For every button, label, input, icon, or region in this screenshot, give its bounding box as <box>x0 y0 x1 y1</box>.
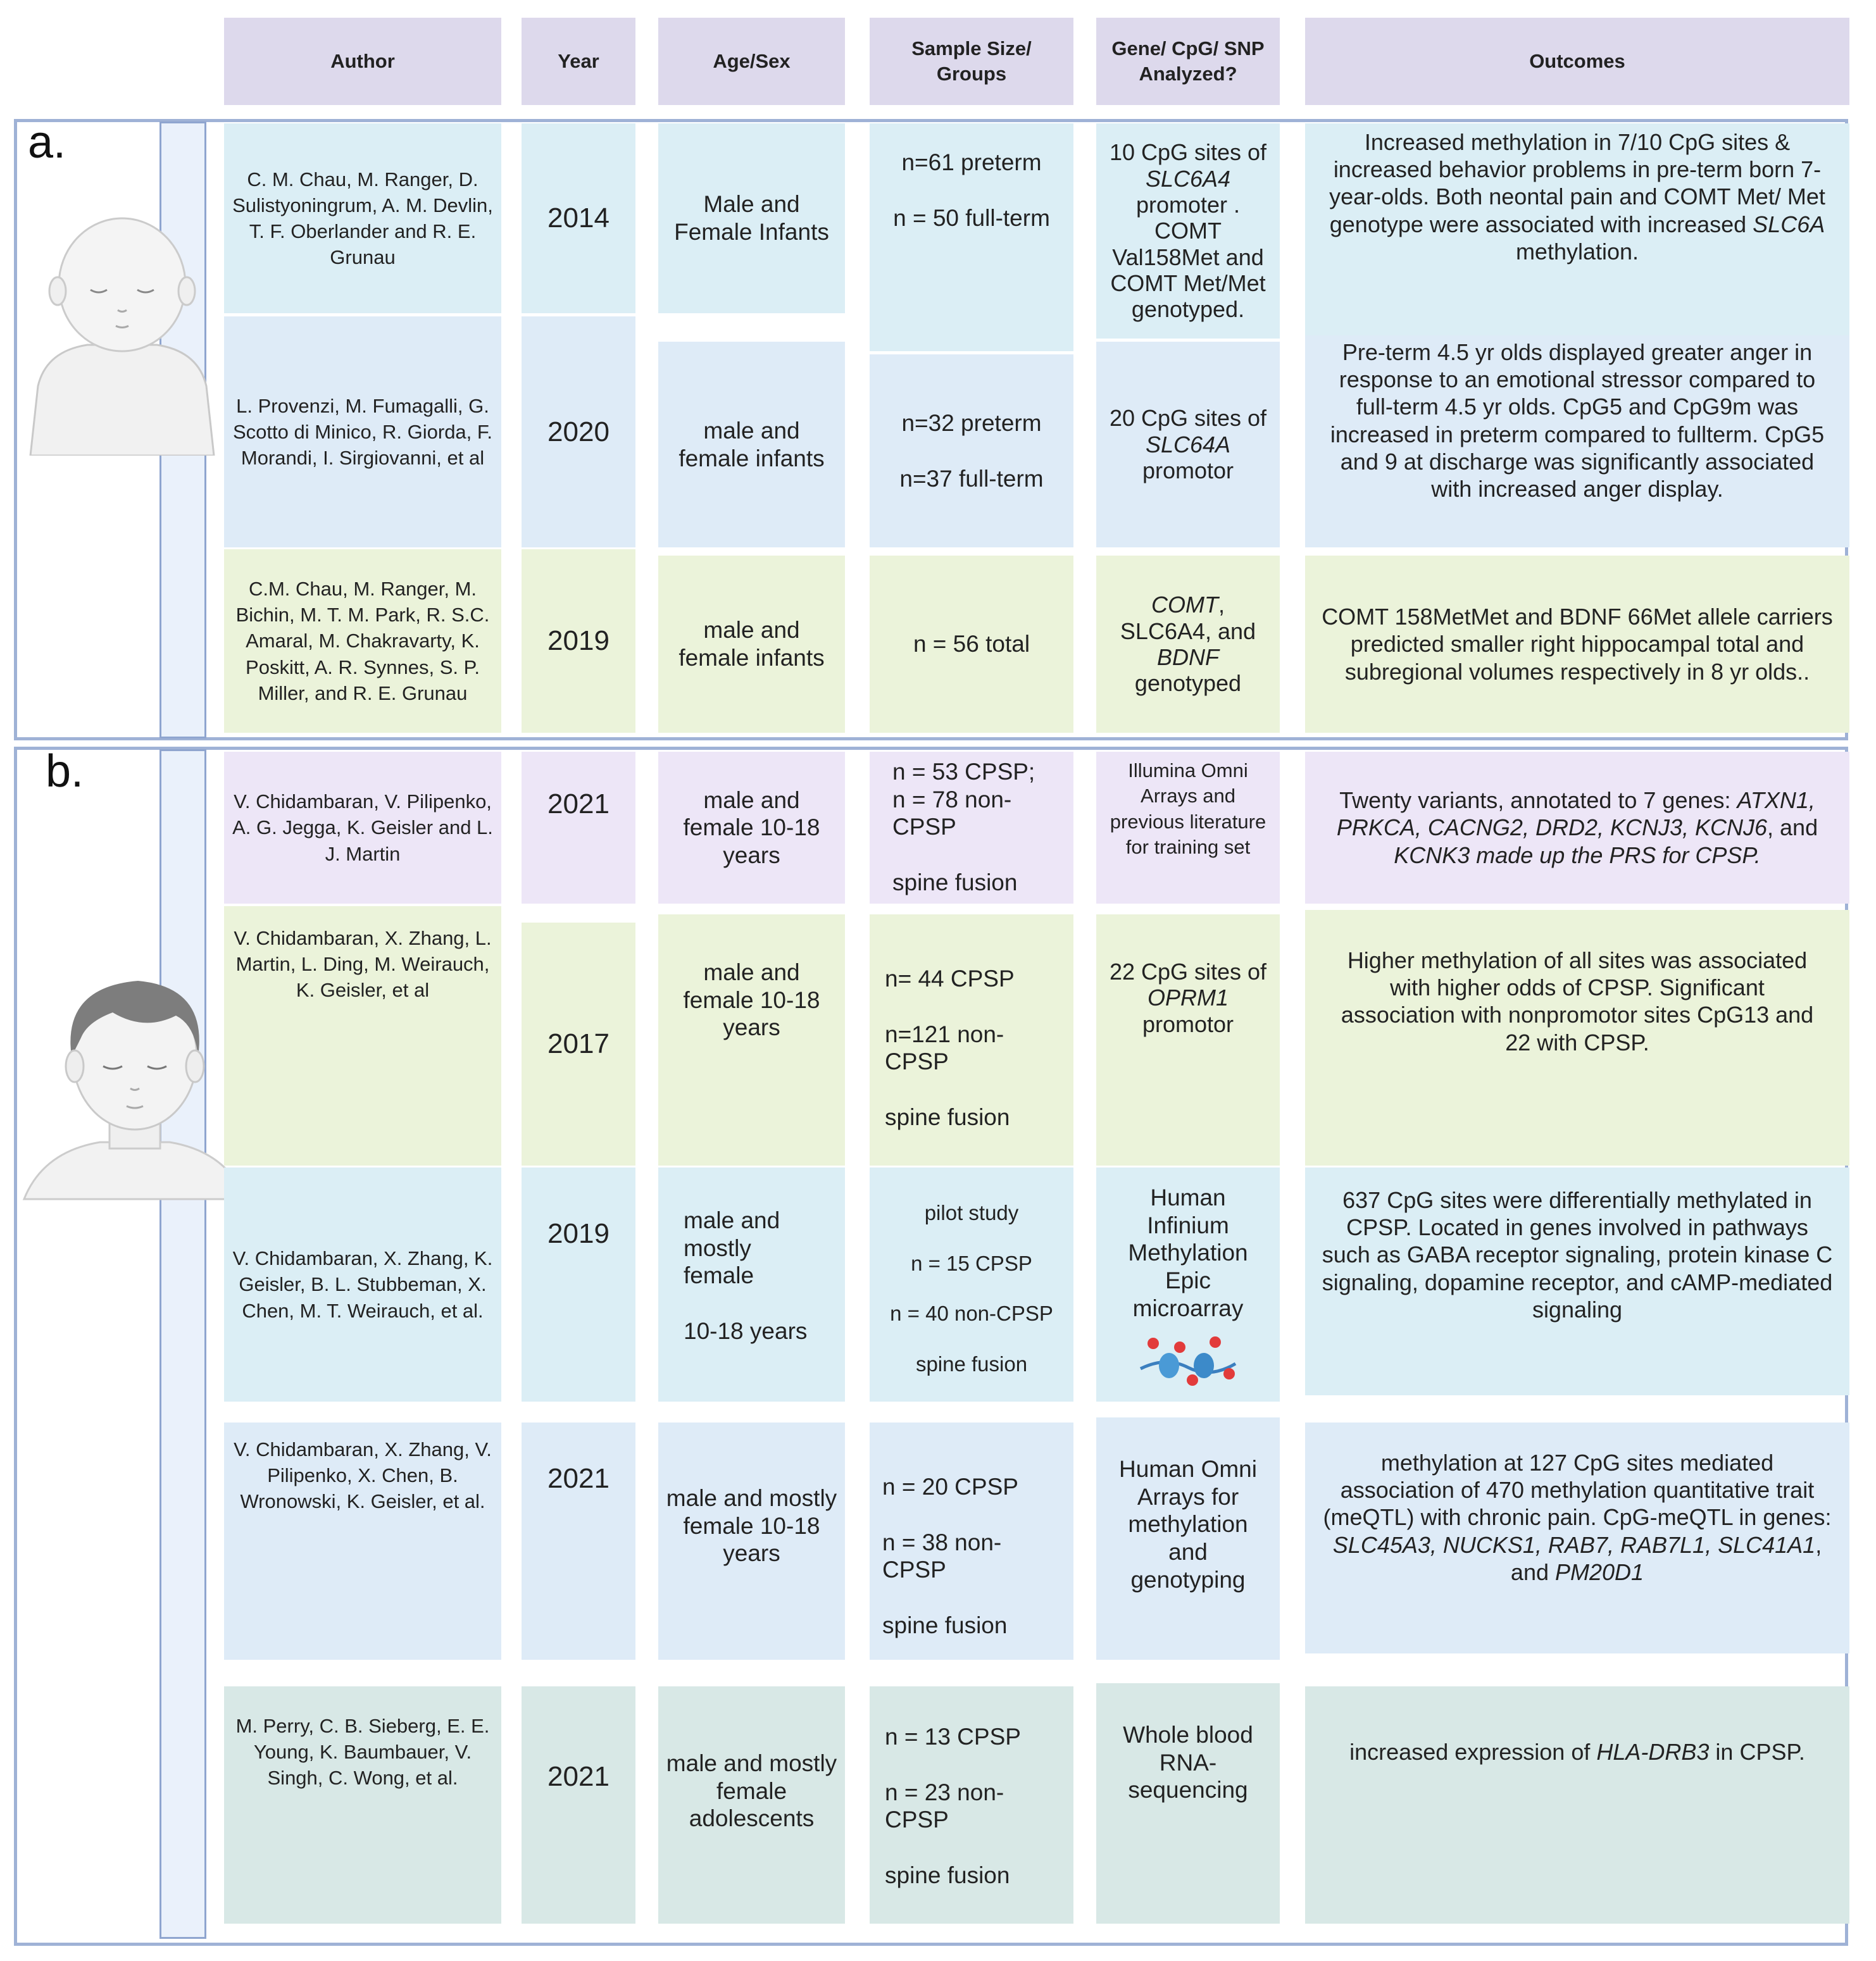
row-8-sample-size <box>870 1686 1073 1924</box>
row-1-sample-line-2: n = 50 full-term <box>893 204 1050 231</box>
row-6-age-sex <box>658 1167 845 1402</box>
row-5-author-text: V. Chidambaran, X. Zhang, L. Martin, L. Ding, M. Weirauch, K. Geisler, et al <box>234 927 492 1002</box>
row-5-gene-text: 22 CpG sites of OPRM1 promotor <box>1109 959 1267 1037</box>
row-7-gene <box>1096 1417 1280 1660</box>
row-8-outcome-text: increased expression of HLA-DRB3 in CPSP. <box>1349 1739 1805 1765</box>
header-year: Year <box>522 18 635 105</box>
row-7-author-text: V. Chidambaran, X. Zhang, V. Pilipenko, X. Chen, B. Wronowski, K. Geisler, et al. <box>234 1438 492 1513</box>
row-4-year <box>522 752 635 904</box>
row-1-sample-size <box>870 123 1073 351</box>
row-2-outcome-text: Pre-term 4.5 yr olds displayed greater anger in response to an emotional stressor compared to full-term 4.5 yr olds. CpG5 and CpG9m was increased in preterm compared to fullterm. CpG5 and 9 at discharge was significantly associated with increased anger display. <box>1330 339 1825 502</box>
header-outcomes: Outcomes <box>1305 18 1849 105</box>
row-1-author-text: C. M. Chau, M. Ranger, D. Sulistyoningrum, A. M. Devlin, T. F. Oberlander and R. E. Grunau <box>232 168 493 269</box>
row-6-gene-text: Human Infinium Methylation Epic microarray <box>1128 1185 1248 1321</box>
row-8-outcome <box>1305 1686 1849 1924</box>
row-2-year <box>522 316 635 547</box>
row-2-gene <box>1096 342 1280 547</box>
row-2-sample-size <box>870 354 1073 547</box>
row-7-sample-line-1: n = 20 CPSP <box>882 1474 1018 1500</box>
row-5-sample-line-3: spine fusion <box>885 1104 1010 1130</box>
row-4-gene-text: Illumina Omni Arrays and previous literature for training set <box>1110 759 1266 858</box>
row-7-outcome-text: methylation at 127 CpG sites mediated association of 470 methylation quantitative trait (meQTL) with chronic pain. CpG-meQTL in genes: SLC45A3, NUCKS1, RAB7, RAB7L1, SLC41A1, and PM20D1 <box>1323 1450 1832 1585</box>
row-2-outcome <box>1305 335 1849 547</box>
row-5-author <box>224 906 501 1166</box>
row-5-outcome <box>1305 910 1849 1166</box>
row-1-year-text: 2014 <box>547 202 610 233</box>
section-b-label: b. <box>46 746 84 797</box>
row-3-age-sex <box>658 556 845 733</box>
row-1-sample-line-1: n=61 preterm <box>901 149 1042 175</box>
row-1-gene <box>1096 123 1280 339</box>
row-6-age-sex-line-1: male and mostly female <box>684 1207 780 1289</box>
header-sample-size-text: Sample Size/ Groups <box>911 37 1032 85</box>
row-3-year-text: 2019 <box>547 625 610 656</box>
row-5-age-sex <box>658 914 845 1166</box>
row-4-year-text: 2021 <box>547 788 610 819</box>
row-7-author <box>224 1423 501 1660</box>
row-8-author-text: M. Perry, C. B. Sieberg, E. E. Young, K. Baumbauer, V. Singh, C. Wong, et al. <box>235 1715 490 1790</box>
row-4-age-sex <box>658 752 845 904</box>
row-6-outcome <box>1305 1167 1849 1395</box>
row-2-gene-text: 20 CpG sites of SLC64A promotor <box>1109 405 1267 484</box>
row-8-gene-text: Whole blood RNA-sequencing <box>1123 1722 1253 1803</box>
row-5-gene <box>1096 914 1280 1166</box>
row-4-author-text: V. Chidambaran, V. Pilipenko, A. G. Jegga, K. Geisler and L. J. Martin <box>232 790 493 865</box>
row-7-year <box>522 1423 635 1660</box>
row-6-outcome-text: 637 CpG sites were differentially methylated in CPSP. Located in genes involved in pathways such as GABA receptor signaling, protein kinase C signaling, dopamine receptor, and cAMP-mediated signaling <box>1322 1187 1833 1323</box>
row-8-sample-line-3: spine fusion <box>885 1862 1010 1888</box>
row-6-sample-line-4: spine fusion <box>915 1352 1028 1376</box>
child-illustration <box>18 962 252 1202</box>
row-3-gene <box>1096 556 1280 733</box>
row-2-sample-line-1: n=32 preterm <box>901 409 1042 436</box>
row-8-year <box>522 1686 635 1924</box>
row-8-year-text: 2021 <box>547 1761 610 1792</box>
row-2-sample-line-2: n=37 full-term <box>899 465 1044 492</box>
row-1-age-sex-text: Male and Female Infants <box>674 191 829 245</box>
row-1-age-sex <box>658 123 845 313</box>
row-2-year-text: 2020 <box>547 416 610 447</box>
row-4-author <box>224 752 501 904</box>
section-b-strip <box>159 749 206 1939</box>
row-8-age-sex <box>658 1686 845 1924</box>
row-6-sample-line-2: n = 15 CPSP <box>911 1251 1032 1275</box>
row-6-sample-line-1: pilot study <box>924 1201 1019 1224</box>
methylated-dna-icon <box>1134 1331 1242 1388</box>
row-5-sample-line-2: n=121 non-CPSP <box>885 1021 1004 1075</box>
row-6-sample-size <box>870 1167 1073 1402</box>
row-4-age-sex-text: male and female 10-18 years <box>683 787 820 868</box>
row-3-author <box>224 549 501 733</box>
row-3-author-text: C.M. Chau, M. Ranger, M. Bichin, M. T. M. Park, R. S.C. Amaral, M. Chakravarty, K. Poskitt, A. R. Synnes, S. P. Miller, and R. E. Grunau <box>235 577 490 704</box>
row-2-author <box>224 316 501 547</box>
row-7-age-sex <box>658 1423 845 1660</box>
row-4-outcome-text: Twenty variants, annotated to 7 genes: ATXN1, PRKCA, CACNG2, DRD2, KCNJ3, KCNJ6, and KCNK3 made up the PRS for CPSP. <box>1336 787 1818 868</box>
row-2-age-sex <box>658 342 845 547</box>
row-5-year-text: 2017 <box>547 1028 610 1059</box>
row-8-sample-line-1: n = 13 CPSP <box>885 1724 1021 1750</box>
row-1-year <box>522 123 635 313</box>
infant-illustration <box>18 215 227 456</box>
row-7-sample-line-2: n = 38 non-CPSP <box>882 1529 1002 1583</box>
row-5-sample-size <box>870 914 1073 1166</box>
row-4-outcome <box>1305 752 1849 904</box>
row-7-outcome <box>1305 1423 1849 1653</box>
row-3-sample-size <box>870 556 1073 733</box>
row-1-gene-text: 10 CpG sites of SLC6A4 promoter . COMT Val158Met and COMT Met/Met genotyped. <box>1109 139 1267 323</box>
row-1-author <box>224 123 501 313</box>
row-6-age-sex-line-2: 10-18 years <box>684 1317 808 1344</box>
row-5-sample-line-1: n= 44 CPSP <box>885 966 1015 992</box>
row-8-sample-line-2: n = 23 non-CPSP <box>885 1779 1004 1833</box>
header-gene <box>1096 18 1280 105</box>
row-4-sample-line-2: spine fusion <box>892 869 1018 895</box>
row-4-gene <box>1096 752 1280 904</box>
row-7-sample-line-3: spine fusion <box>882 1612 1008 1638</box>
row-7-year-text: 2021 <box>547 1463 610 1494</box>
row-3-outcome-text: COMT 158MetMet and BDNF 66Met allele carriers predicted smaller right hippocampal total and subregional volumes respectively in 8 yr olds.. <box>1322 604 1833 685</box>
row-7-gene-text: Human Omni Arrays for methylation and genotyping <box>1119 1456 1257 1593</box>
header-age-sex: Age/Sex <box>658 18 845 105</box>
row-3-year <box>522 549 635 733</box>
row-5-year <box>522 923 635 1166</box>
header-gene-text: Gene/ CpG/ SNP Analyzed? <box>1111 37 1265 85</box>
section-a-label: a. <box>28 117 66 168</box>
row-6-author <box>224 1167 501 1402</box>
row-3-outcome <box>1305 556 1849 733</box>
row-1-outcome <box>1305 123 1849 339</box>
row-6-year <box>522 1167 635 1402</box>
row-6-author-text: V. Chidambaran, X. Zhang, K. Geisler, B. L. Stubbeman, X. Chen, M. T. Weirauch, et al. <box>232 1247 493 1322</box>
row-8-age-sex-text: male and mostly female adolescents <box>666 1750 837 1832</box>
row-4-sample-line-1: n = 53 CPSP; n = 78 non-CPSP <box>892 759 1035 840</box>
row-8-gene <box>1096 1683 1280 1924</box>
row-2-author-text: L. Provenzi, M. Fumagalli, G. Scotto di Minico, R. Giorda, F. Morandi, I. Sirgiovanni, et al <box>232 394 493 470</box>
row-6-gene <box>1096 1167 1280 1402</box>
row-3-sample-line-1: n = 56 total <box>913 631 1030 657</box>
row-5-age-sex-text: male and female 10-18 years <box>683 959 820 1041</box>
row-3-gene-text: COMT, SLC6A4, and BDNF genotyped <box>1120 592 1256 697</box>
row-2-age-sex-text: male and female infants <box>678 417 825 471</box>
row-1-outcome-text: Increased methylation in 7/10 CpG sites & increased behavior problems in pre-term born 7-year-olds. Both neontal pain and COMT Met/ Met genotype were associated with increased SLC6A methylation. <box>1329 129 1825 265</box>
row-7-sample-size <box>870 1423 1073 1660</box>
row-7-age-sex-text: male and mostly female 10-18 years <box>666 1485 837 1567</box>
row-8-author <box>224 1686 501 1924</box>
row-3-age-sex-text: male and female infants <box>678 617 825 671</box>
row-6-year-text: 2019 <box>547 1218 610 1249</box>
row-5-outcome-text: Higher methylation of all sites was associated with higher odds of CPSP. Significant association with nonpromotor sites CpG13 and 22 with CPSP. <box>1341 947 1814 1055</box>
header-author: Author <box>224 18 501 105</box>
header-sample-size <box>870 18 1073 105</box>
row-4-sample-size <box>870 752 1073 904</box>
row-6-sample-line-3: n = 40 non-CPSP <box>890 1302 1053 1326</box>
